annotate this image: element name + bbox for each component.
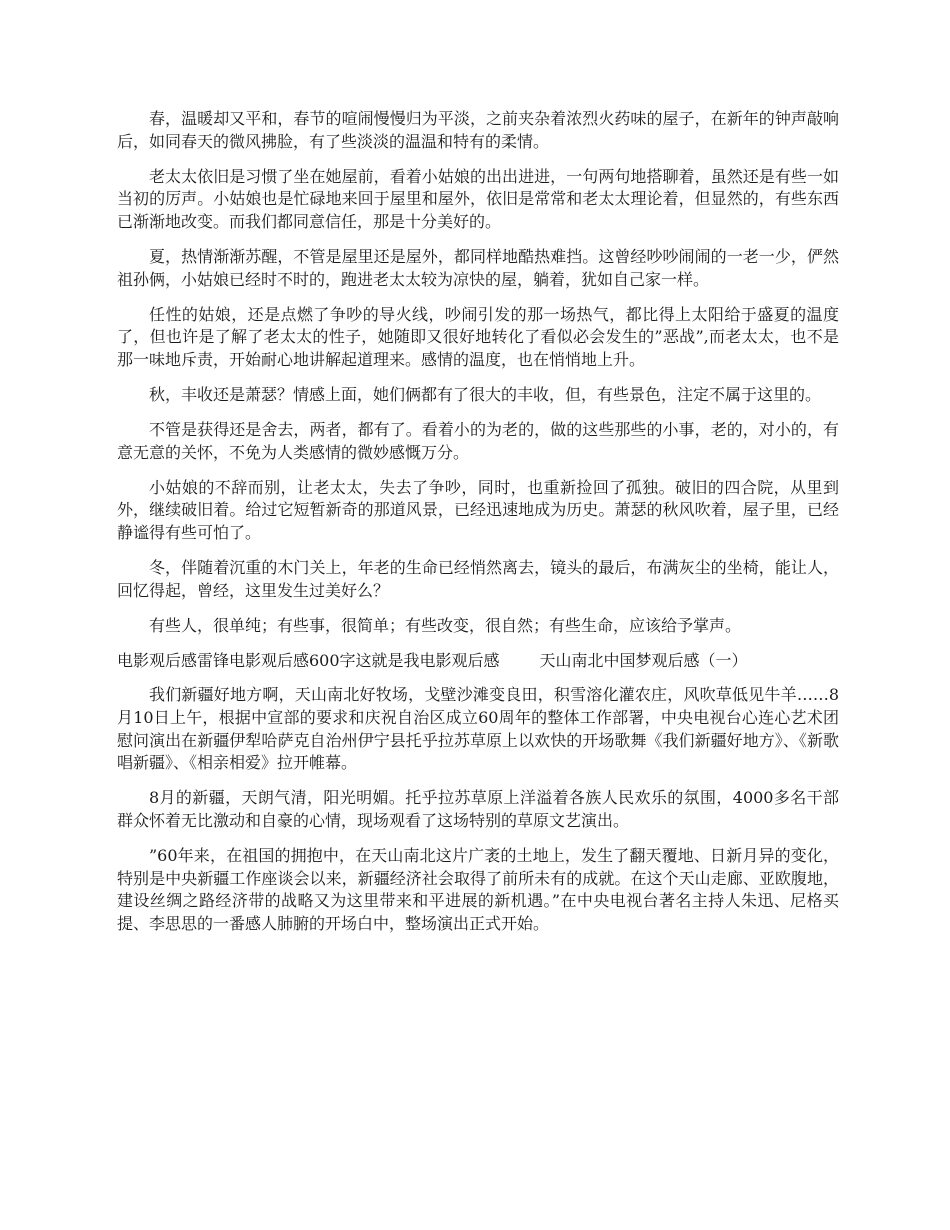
paragraph-spring: 春，温暖却又平和，春节的喧闹慢慢归为平淡，之前夹杂着浓烈火药味的屋子，在新年的钟声敲响后，如同春天的微风拂脸，有了些淡淡的温温和特有的柔情。 xyxy=(117,109,839,151)
paragraph-quarrel: 任性的姑娘，还是点燃了争吵的导火线，吵闹引发的那一场热气，都比得上太阳给于盛夏的温度了，但也许是了解了老太太的性子，她随即又很好地转化了看似必会发生的”恶战”,而老太太，也不是那一味地斥责，开始耐心地讲解起道理来。感情的温度，也在悄悄地上升。 xyxy=(117,304,839,369)
paragraph-autumn: 秋，丰收还是萧瑟？情感上面，她们俩都有了很大的丰收，但，有些景色，注定不属于这里的。 xyxy=(149,384,822,404)
paragraph-departure: 小姑娘的不辞而别，让老太太，失去了争吵，同时，也重新捡回了孤独。破旧的四合院，从里到外，继续破旧着。给过它短暂新奇的那道风景，已经迅速地成为历史。萧瑟的秋风吹着，屋子里，已经静谧得有些可怕了。 xyxy=(117,477,839,542)
heading-left: 电影观后感雷锋电影观后感600字这就是我电影观后感 xyxy=(117,650,500,670)
article-body xyxy=(117,108,839,948)
paragraph-xinjiang-august: 8月的新疆，天朗气清，阳光明媚。托乎拉苏草原上洋溢着各族人民欢乐的氛围，4000多名干部群众怀着无比激动和自豪的心情，现场观看了这场特别的草原文艺演出。 xyxy=(117,788,839,830)
heading-right: 天山南北中国梦观后感（一） xyxy=(539,650,748,670)
paragraph-closing: 有些人，很单纯；有些事，很简单；有些改变，很自然；有些生命，应该给予掌声。 xyxy=(149,615,742,635)
paragraph-gain-loss: 不管是获得还是舍去，两者，都有了。看着小的为老的，做的这些那些的小事，老的，对小的，有意无意的关怀，不免为人类感情的微妙感慨万分。 xyxy=(117,420,839,462)
paragraph-old-lady: 老太太依旧是习惯了坐在她屋前，看着小姑娘的出出进进，一句两句地搭聊着，虽然还是有些一如当初的厉声。小姑娘也是忙碌地来回于屋里和屋外，依旧是常常和老太太理论着，但显然的，有些东西已渐渐地改变。而我们都同意信任，那是十分美好的。 xyxy=(117,166,839,231)
paragraph-summer: 夏，热情渐渐苏醒，不管是屋里还是屋外，都同样地酷热难挡。这曾经吵吵闹闹的一老一少，俨然祖孙俩，小姑娘已经时不时的，跑进老太太较为凉快的屋，躺着，犹如自己家一样。 xyxy=(117,246,839,289)
paragraph-xinjiang-60-years: ”60年来，在祖国的拥抱中，在天山南北这片广袤的土地上，发生了翻天覆地、日新月异的变化，特别是中央新疆工作座谈会以来，新疆经济社会取得了前所未有的成就。在这个天山走廊、亚欧腹地，建设丝绸之路经济带的战略又为这里带来和平进展的新机遇。”在中央电视台著名主持人朱迅、尼格买提、李思思的一番感人肺腑的开场白中，整场演出正式开始。 xyxy=(117,845,839,933)
section-heading xyxy=(117,650,839,673)
paragraph-winter: 冬，伴随着沉重的木门关上，年老的生命已经悄然离去，镜头的最后，布满灰尘的坐椅，能让人，回忆得起，曾经，这里发生过美好么？ xyxy=(117,558,839,600)
paragraph-xinjiang-intro: 我们新疆好地方啊，天山南北好牧场，戈壁沙滩变良田，积雪溶化灌农庄，风吹草低见牛羊……8月10日上午，根据中宣部的要求和庆祝自治区成立60周年的整体工作部署，中央电视台心连心艺术团慰问演出在新疆伊犁哈萨克自治州伊宁县托乎拉苏草原上以欢快的开场歌舞《我们新疆好地方》、《新歌唱新疆》、《相亲相爱》拉开帷幕。 xyxy=(117,685,839,773)
